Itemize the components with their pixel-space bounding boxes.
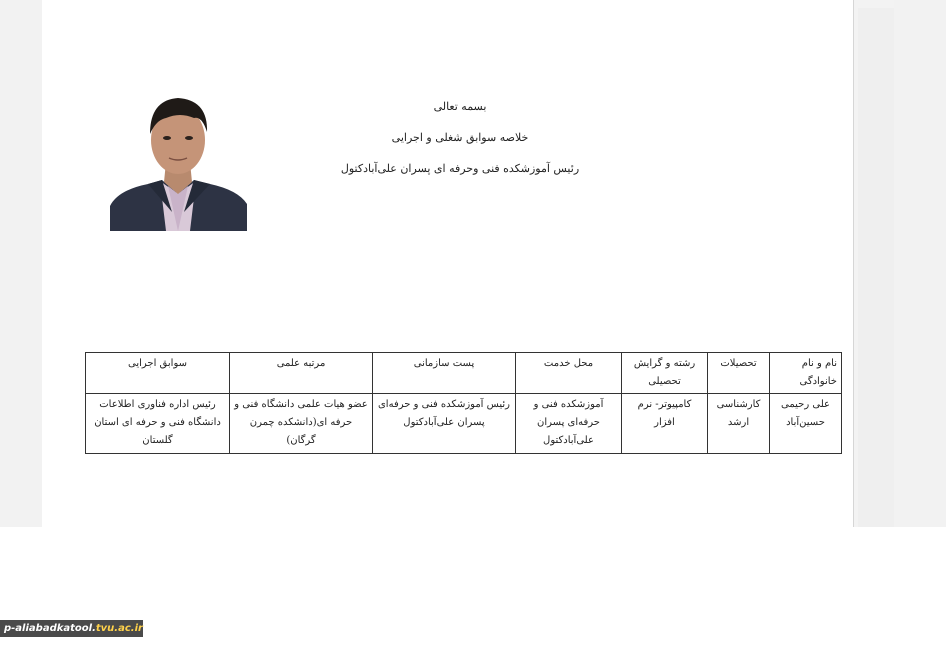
document-subtitle: رئیس آموزشکده فنی وحرفه ای پسران علی‌آبادکتول <box>340 162 580 175</box>
table-cell: رئیس اداره فناوری اطلاعات دانشگاه فنی و حرفه ای استان گلستان <box>86 394 230 454</box>
header-cell: تحصیلات <box>708 353 770 394</box>
table-cell: رئیس آموزشکده فنی و حرفه‌ای پسران علی‌آبادکتول <box>373 394 516 454</box>
header-cell: سوابق اجرایی <box>86 353 230 394</box>
header-cell: نام و نام خانوادگی <box>770 353 842 394</box>
header-cell: رشته و گرایش تحصیلی <box>622 353 708 394</box>
header-cell: مرتبه علمی <box>230 353 373 394</box>
table-cell: علی رحیمی حسین‌آباد <box>770 394 842 454</box>
header-cell: محل خدمت <box>516 353 622 394</box>
site-url-prefix: p-aliabadkatool. <box>4 623 96 634</box>
site-url-suffix: tvu.ac.ir <box>95 623 143 634</box>
bismillah-heading: بسمه تعالی <box>433 100 487 113</box>
table-header-row <box>86 353 842 394</box>
document-title: خلاصه سوابق شغلی و اجرایی <box>391 131 529 144</box>
table-cell: آموزشکده فنی و حرفه‌ای پسران علی‌آبادکتول <box>516 394 622 454</box>
header-cell: پست سازمانی <box>373 353 516 394</box>
table-cell: کارشناسی ارشد <box>708 394 770 454</box>
profile-photo <box>110 94 247 231</box>
scrollbar-track[interactable] <box>854 0 894 527</box>
table-cell: کامپیوتر- نرم افزار <box>622 394 708 454</box>
table-row <box>86 394 842 454</box>
table-cell: عضو هیات علمی دانشگاه فنی و حرفه ای(دانشکده چمرن گرگان) <box>230 394 373 454</box>
site-url-badge[interactable] <box>0 620 143 637</box>
scrollbar-thumb[interactable] <box>858 8 894 527</box>
career-summary-table <box>85 352 842 454</box>
